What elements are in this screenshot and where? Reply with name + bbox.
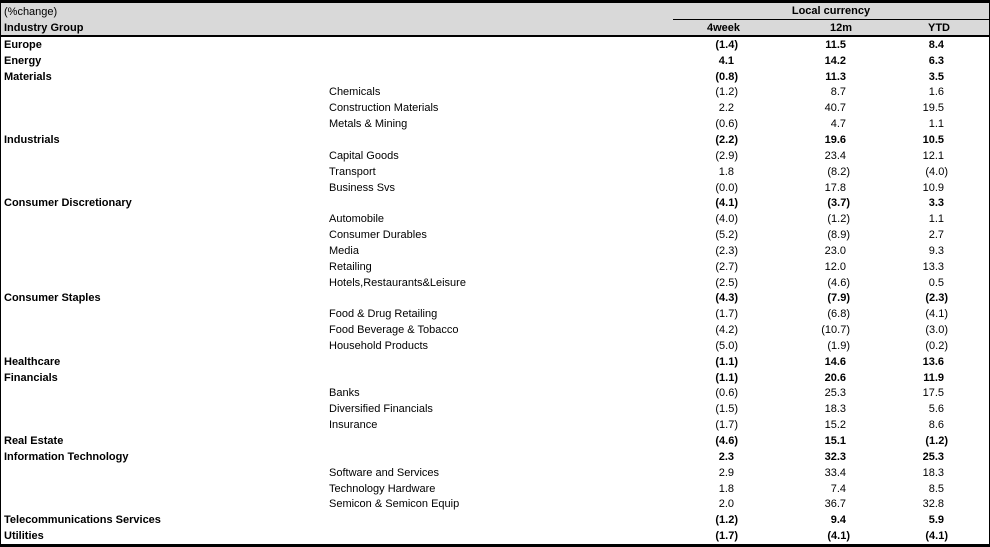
industry-name: Energy: [4, 54, 42, 67]
value-4week: (1.1): [715, 371, 738, 384]
value-YTD: 12.1: [922, 149, 944, 162]
table-row: [1, 386, 989, 402]
value-4week: (4.6): [715, 435, 738, 448]
value-12m: (7.9): [827, 292, 850, 305]
value-12m: 15.1: [824, 435, 846, 448]
industry-name: Consumer Discretionary: [4, 197, 132, 210]
value-YTD: 19.5: [922, 102, 944, 115]
value-4week: (4.2): [715, 324, 738, 337]
value-4week: (4.0): [715, 213, 738, 226]
industry-group-header: Industry Group: [4, 21, 84, 34]
value-4week: (2.5): [715, 276, 738, 289]
table-row: [1, 370, 989, 386]
value-YTD: (4.0): [925, 165, 948, 178]
value-4week: (0.0): [715, 181, 738, 194]
table-row: [1, 306, 989, 322]
value-YTD: (4.1): [925, 530, 948, 543]
table-row: [1, 100, 989, 116]
value-YTD: 17.5: [922, 387, 944, 400]
value-12m: 11.5: [825, 38, 846, 51]
industry-name: Retailing: [329, 260, 372, 273]
industry-name: Diversified Financials: [329, 403, 433, 416]
value-YTD: 8.6: [928, 419, 944, 432]
value-12m: 15.2: [824, 419, 846, 432]
value-YTD: 3.3: [928, 197, 944, 210]
value-12m: 25.3: [824, 387, 846, 400]
value-YTD: 9.3: [928, 244, 944, 257]
table-row: [1, 481, 989, 497]
value-12m: 9.4: [830, 514, 846, 527]
value-12m: 36.7: [824, 498, 846, 511]
table-row: [1, 322, 989, 338]
table-row: [1, 496, 989, 512]
value-4week: (4.1): [715, 197, 738, 210]
value-YTD: 2.7: [928, 229, 944, 242]
value-12m: 23.4: [824, 149, 846, 162]
table-body: [1, 37, 989, 544]
industry-name: Automobile: [329, 213, 385, 226]
table-row: [1, 401, 989, 417]
table-row: [1, 259, 989, 275]
col-header-4week: 4week: [706, 21, 740, 34]
value-4week: (1.7): [715, 308, 738, 321]
value-12m: (10.7): [821, 324, 850, 337]
value-4week: 1.8: [718, 482, 734, 495]
industry-name: Semicon & Semicon Equip: [329, 498, 460, 511]
value-4week: 2.9: [718, 466, 734, 479]
value-YTD: 5.6: [928, 403, 944, 416]
value-12m: 33.4: [824, 466, 846, 479]
value-YTD: 13.6: [922, 355, 944, 368]
value-4week: (5.2): [715, 229, 738, 242]
table-row: [1, 85, 989, 101]
table-row: [1, 275, 989, 291]
value-12m: 8.7: [830, 86, 846, 99]
value-12m: (1.2): [827, 213, 850, 226]
value-12m: 11.3: [825, 70, 846, 83]
value-YTD: 18.3: [922, 466, 944, 479]
industry-name: Telecommunications Services: [4, 514, 161, 527]
industry-name: Capital Goods: [329, 149, 399, 162]
value-12m: 4.7: [830, 118, 846, 131]
value-4week: 1.8: [718, 165, 734, 178]
industry-name: Information Technology: [4, 450, 129, 463]
value-4week: (1.5): [715, 403, 738, 416]
value-12m: 20.6: [824, 371, 846, 384]
value-12m: 14.2: [824, 54, 846, 67]
value-YTD: (3.0): [925, 324, 948, 337]
table-row: [1, 465, 989, 481]
table-row: [1, 211, 989, 227]
industry-name: Insurance: [329, 419, 378, 432]
industry-name: Materials: [4, 70, 52, 83]
value-4week: 2.3: [718, 450, 734, 463]
value-4week: (1.7): [715, 530, 738, 543]
value-YTD: (2.3): [925, 292, 948, 305]
industry-name: Consumer Staples: [4, 292, 101, 305]
value-12m: (6.8): [827, 308, 850, 321]
industry-name: Consumer Durables: [329, 229, 427, 242]
industry-name: Chemicals: [329, 86, 381, 99]
industry-name: Metals & Mining: [329, 118, 408, 131]
value-YTD: (4.1): [925, 308, 948, 321]
value-12m: (4.6): [827, 276, 850, 289]
value-4week: (0.6): [715, 387, 738, 400]
table-row: [1, 512, 989, 528]
industry-name: Industrials: [4, 133, 60, 146]
industry-name: Real Estate: [4, 435, 64, 448]
value-YTD: 3.5: [928, 70, 944, 83]
value-12m: 40.7: [824, 102, 846, 115]
industry-name: Transport: [329, 165, 376, 178]
value-4week: (1.4): [715, 38, 738, 51]
value-4week: (2.2): [715, 133, 738, 146]
value-YTD: (1.2): [925, 435, 948, 448]
value-12m: 7.4: [830, 482, 846, 495]
industry-name: Healthcare: [4, 355, 61, 368]
value-4week: (1.7): [715, 419, 738, 432]
value-4week: 4.1: [718, 54, 734, 67]
table-header: [1, 3, 989, 37]
value-4week: (4.3): [715, 292, 738, 305]
col-header-ytd: YTD: [928, 21, 950, 34]
industry-name: Utilities: [4, 530, 44, 543]
value-YTD: 25.3: [922, 450, 944, 463]
industry-name: Software and Services: [329, 466, 440, 479]
table-row: [1, 243, 989, 259]
value-4week: (1.2): [715, 514, 738, 527]
pct-change-label: (%change): [4, 5, 58, 18]
value-4week: (1.2): [715, 86, 738, 99]
value-12m: 18.3: [824, 403, 846, 416]
table-row: [1, 528, 989, 544]
value-4week: (1.1): [715, 355, 738, 368]
value-12m: (4.1): [827, 530, 850, 543]
industry-name: Business Svs: [329, 181, 396, 194]
table-row: [1, 180, 989, 196]
value-12m: 32.3: [824, 450, 846, 463]
industry-name: Food & Drug Retailing: [329, 308, 438, 321]
value-12m: (3.7): [827, 197, 850, 210]
table-row: [1, 354, 989, 370]
value-4week: (5.0): [715, 339, 738, 352]
value-12m: 23.0: [824, 244, 846, 257]
table-row: [1, 291, 989, 307]
value-YTD: 1.6: [928, 86, 944, 99]
table-row: [1, 116, 989, 132]
currency-group-header: Local currency: [673, 3, 989, 20]
industry-name: Food Beverage & Tobacco: [329, 324, 459, 337]
table-row: [1, 449, 989, 465]
col-header-12m: 12m: [829, 21, 852, 34]
value-YTD: (0.2): [925, 339, 948, 352]
value-12m: (8.9): [827, 229, 850, 242]
value-12m: 14.6: [824, 355, 846, 368]
value-YTD: 8.5: [928, 482, 944, 495]
value-YTD: 6.3: [928, 54, 944, 67]
table-row: [1, 417, 989, 433]
value-YTD: 10.5: [922, 133, 944, 146]
value-12m: 17.8: [824, 181, 846, 194]
table-row: [1, 338, 989, 354]
header-row-top: [1, 3, 989, 20]
value-YTD: 0.5: [928, 276, 944, 289]
value-YTD: 8.4: [928, 38, 944, 51]
table-row: [1, 195, 989, 211]
table-row: [1, 164, 989, 180]
value-12m: (8.2): [827, 165, 850, 178]
value-12m: 19.6: [824, 133, 846, 146]
value-4week: (2.3): [715, 244, 738, 257]
industry-name: Financials: [4, 371, 58, 384]
table-row: [1, 148, 989, 164]
table-row: [1, 433, 989, 449]
table-row: [1, 53, 989, 69]
industry-name: Construction Materials: [329, 102, 439, 115]
table-row: [1, 227, 989, 243]
value-4week: 2.0: [718, 498, 734, 511]
value-4week: (2.7): [715, 260, 738, 273]
value-4week: (0.8): [715, 70, 738, 83]
value-4week: (2.9): [715, 149, 738, 162]
table-row: [1, 37, 989, 53]
industry-name: Media: [329, 244, 359, 257]
value-YTD: 1.1: [928, 213, 944, 226]
value-YTD: 5.9: [928, 514, 944, 527]
industry-name: Household Products: [329, 339, 429, 352]
value-4week: 2.2: [718, 102, 734, 115]
value-12m: (1.9): [827, 339, 850, 352]
table-row: [1, 132, 989, 148]
value-YTD: 11.9: [923, 371, 944, 384]
header-row-columns: [1, 20, 989, 35]
industry-name: Hotels,Restaurants&Leisure: [329, 276, 466, 289]
table-row: [1, 69, 989, 85]
value-YTD: 32.8: [922, 498, 944, 511]
value-YTD: 10.9: [922, 181, 944, 194]
value-YTD: 13.3: [922, 260, 944, 273]
industry-name: Europe: [4, 38, 42, 51]
industry-name: Technology Hardware: [329, 482, 436, 495]
value-YTD: 1.1: [928, 118, 944, 131]
value-4week: (0.6): [715, 118, 738, 131]
value-12m: 12.0: [824, 260, 846, 273]
industry-name: Banks: [329, 387, 360, 400]
